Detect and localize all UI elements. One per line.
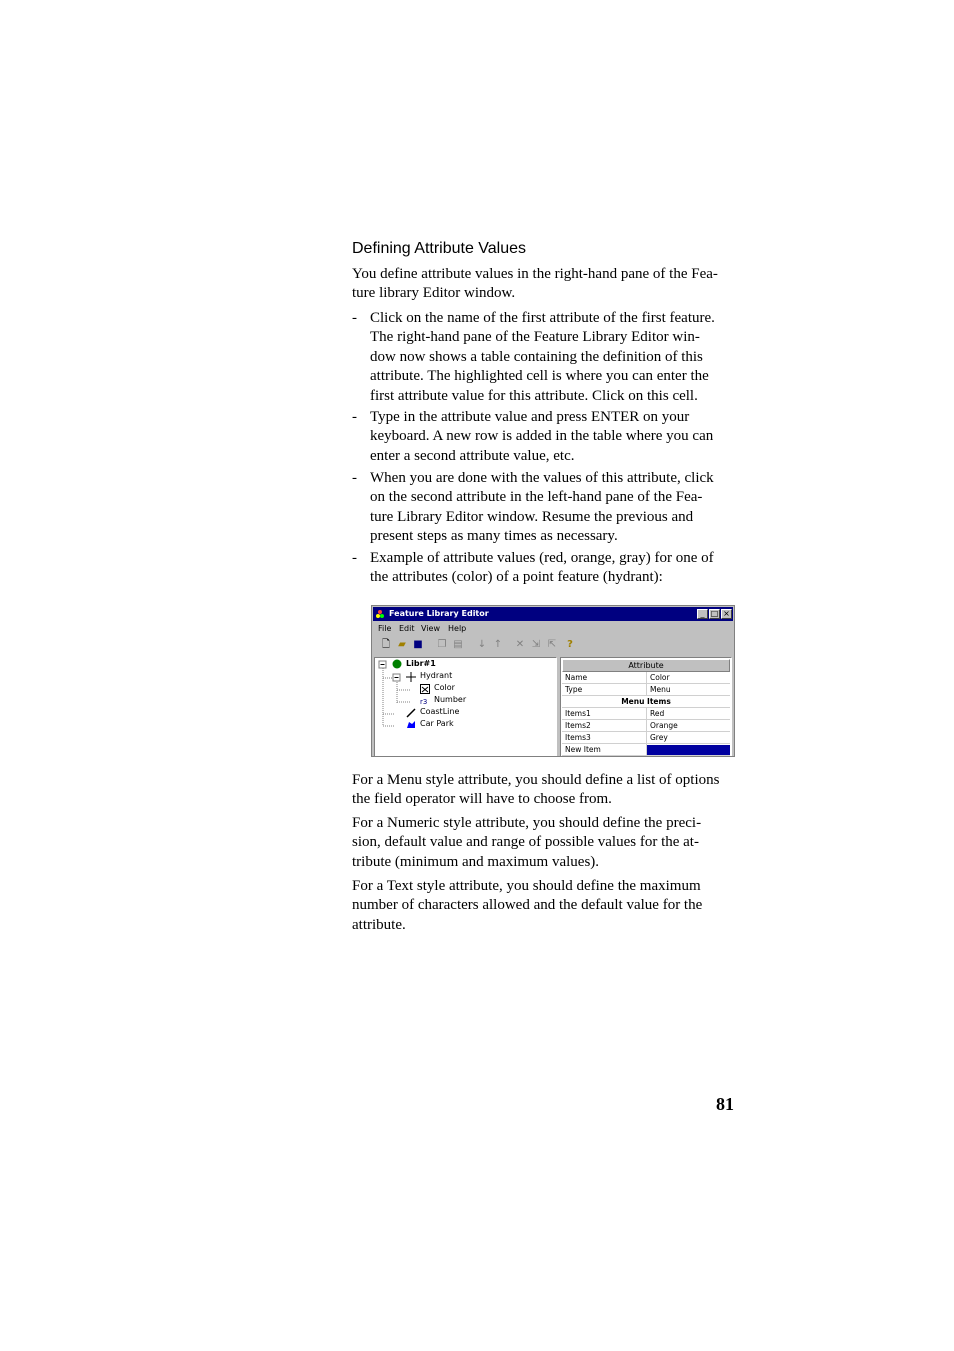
bullet-text	[370, 549, 738, 588]
text-line: For a Text style attribute, you should define the maximum	[352, 878, 701, 894]
help-icon[interactable]: ?	[567, 639, 573, 650]
attribute-grid	[560, 657, 732, 757]
row-label: Name	[565, 673, 588, 682]
text-line: Type in the attribute value and press ENTER on your	[370, 409, 690, 425]
text-line: attribute. The highlighted cell is where you can enter the	[370, 368, 709, 385]
tree-node-coastline[interactable]: CoastLine	[420, 707, 460, 716]
section-heading: Defining Attribute Values	[352, 240, 527, 257]
bullet-dash: -	[352, 310, 357, 326]
table-row[interactable]	[562, 672, 730, 684]
table-row[interactable]	[562, 720, 730, 732]
text-line: Example of attribute values (red, orange, gray) for one of	[370, 550, 714, 566]
row-value[interactable]: Color	[650, 673, 670, 682]
bullet-text	[370, 469, 738, 547]
text-line: the field operator will have to choose from.	[352, 791, 612, 808]
text-line: When you are done with the values of this attribute, click	[370, 470, 714, 486]
bullet-text	[370, 408, 738, 466]
text-line: For a Menu style attribute, you should define a list of options	[352, 772, 720, 788]
library-icon	[392, 659, 402, 669]
numeric-style-paragraph	[352, 814, 738, 872]
app-icon	[375, 609, 385, 619]
table-row[interactable]	[562, 708, 730, 720]
text-style-paragraph	[352, 877, 738, 935]
text-line: number of characters allowed and the default value for the	[352, 897, 703, 914]
row-label: Type	[565, 685, 583, 694]
text-line: attribute.	[352, 916, 406, 933]
save-icon[interactable]: ■	[413, 639, 423, 650]
subheader-label: Menu Items	[621, 697, 671, 706]
text-line: first attribute value for this attribute. Click on this cell.	[370, 387, 698, 404]
move-up-icon[interactable]: ↑	[493, 639, 503, 650]
new-icon[interactable]: 🗋	[381, 639, 391, 650]
line-feature-icon	[406, 708, 416, 718]
bullet-dash: -	[352, 550, 357, 566]
point-feature-icon	[406, 672, 416, 682]
text-line: on the second attribute in the left-hand pane of the Fea-	[370, 489, 703, 506]
text-line: enter a second attribute value, etc.	[370, 447, 575, 464]
row-value[interactable]: Orange	[650, 721, 678, 730]
text-line: ture library Editor window.	[352, 285, 516, 302]
tree-node-color[interactable]: Color	[434, 683, 455, 692]
text-line: Click on the name of the first attribute of the first feature.	[370, 310, 715, 326]
tree-lines	[375, 658, 556, 756]
tree-pane	[374, 657, 557, 757]
menu-view[interactable]: View	[421, 624, 440, 633]
tree-node-car-park[interactable]: Car Park	[420, 719, 454, 728]
open-icon[interactable]: ▰	[398, 639, 406, 650]
text-line: present steps as many times as necessary.	[370, 528, 618, 545]
svg-text:r3: r3	[420, 698, 428, 706]
tree-node-hydrant[interactable]: Hydrant	[420, 671, 453, 680]
table-row[interactable]	[562, 732, 730, 744]
window-title: Feature Library Editor	[389, 609, 489, 618]
page-number: 81	[716, 1094, 734, 1114]
bullet-dash: -	[352, 409, 357, 425]
menu-edit[interactable]: Edit	[399, 624, 415, 633]
row-value[interactable]: Red	[650, 709, 665, 718]
menu-attribute-icon	[420, 684, 430, 694]
close-button[interactable]: ×	[721, 609, 732, 619]
menu-help[interactable]: Help	[448, 624, 467, 633]
insert-icon[interactable]: ⇲	[531, 639, 541, 650]
bullet-text	[370, 309, 738, 406]
menu-items-subheader	[562, 696, 730, 708]
text-line: keyboard. A new row is added in the table where you can	[370, 428, 714, 445]
grid-header: Attribute	[562, 659, 730, 672]
tree-node-number[interactable]: Number	[434, 695, 467, 704]
title-bar	[373, 607, 733, 621]
row-value[interactable]: Grey	[650, 733, 668, 742]
text-line: sion, default value and range of possible values for the at-	[352, 834, 699, 851]
row-label: New Item	[565, 745, 601, 754]
feature-library-editor-window	[371, 605, 735, 757]
row-label: Items3	[565, 733, 591, 742]
intro-paragraph	[352, 265, 738, 304]
copy-icon[interactable]: ❐	[437, 639, 447, 650]
bullet-dash: -	[352, 470, 357, 486]
text-line: the attributes (color) of a point feature (hydrant):	[370, 569, 663, 586]
row-value[interactable]: Menu	[650, 685, 671, 694]
move-down-icon[interactable]: ↓	[477, 639, 487, 650]
text-line: ture Library Editor window. Resume the previous and	[370, 508, 694, 525]
row-label: Items1	[565, 709, 591, 718]
tree-node-library[interactable]: Libr#1	[406, 659, 436, 668]
minimize-button[interactable]: _	[697, 609, 708, 619]
area-feature-icon	[406, 720, 416, 730]
row-label: Items2	[565, 721, 591, 730]
maximize-button[interactable]: □	[710, 609, 719, 618]
text-line: The right-hand pane of the Feature Library Editor win-	[370, 329, 700, 346]
paste-icon[interactable]: ▤	[453, 639, 463, 650]
properties-icon[interactable]: ⇱	[547, 639, 557, 650]
highlighted-cell[interactable]	[647, 745, 730, 755]
new-item-row[interactable]	[562, 744, 730, 756]
table-row[interactable]	[562, 684, 730, 696]
text-line: You define attribute values in the right-hand pane of the Fea-	[352, 266, 718, 282]
text-line: tribute (minimum and maximum values).	[352, 853, 600, 870]
menu-style-paragraph	[352, 771, 738, 810]
menu-file[interactable]: File	[378, 624, 392, 633]
numeric-attribute-icon	[420, 696, 430, 706]
text-line: dow now shows a table containing the definition of this	[370, 348, 703, 365]
delete-icon[interactable]: ✕	[515, 639, 525, 650]
text-line: For a Numeric style attribute, you should define the preci-	[352, 815, 702, 831]
